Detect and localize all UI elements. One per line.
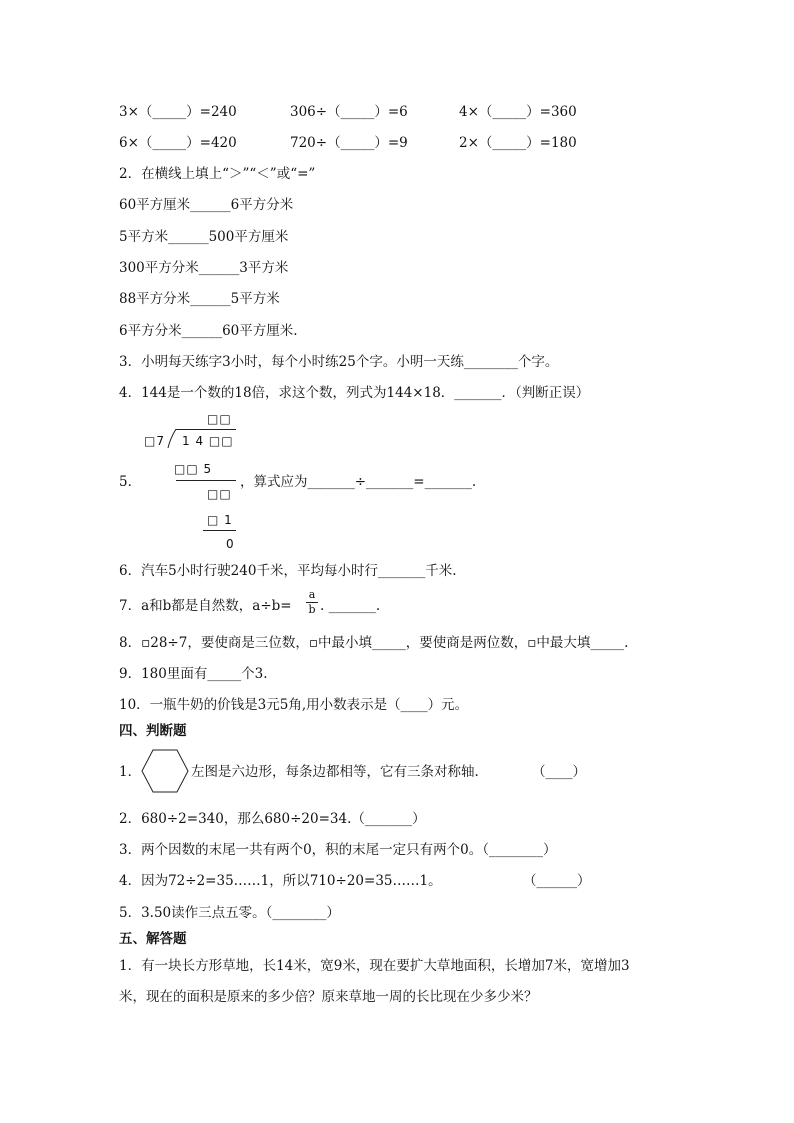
calc-2-1: 6×（_____）=420 — [119, 135, 237, 151]
q4: 4．144是一个数的18倍，求这个数，列式为144×18．_______．（判断正误） — [119, 385, 590, 401]
j4-text: 4．因为72÷2=35……1，所以710÷20=35……1。 — [119, 873, 442, 889]
step-1: □□ 5 — [174, 462, 213, 476]
q7-suffix: . _______. — [320, 598, 381, 614]
q2-item-2: 5平方米______500平方厘米 — [119, 229, 289, 245]
j3: 3．两个因数的末尾一共有两个0，积的末尾一定只有两个0。（________） — [119, 842, 557, 858]
q9: 9．180里面有_____个3. — [119, 666, 268, 682]
a1-line-1: 1．有一块长方形草地，长14米，宽9米，现在要扩大草地面积，长增加7米，宽增加3 — [119, 958, 630, 974]
j2: 2．680÷2=340，那么680÷20=34.（_______） — [119, 811, 426, 827]
calc-2-3: 2×（_____）=180 — [459, 135, 577, 151]
division-bracket — [167, 429, 177, 449]
q10: 10．一瓶牛奶的价钱是3元5角,用小数表示是（____）元。 — [119, 697, 469, 713]
step-line-1 — [176, 480, 236, 481]
q2-item-5: 6平方分米______60平方厘米. — [119, 323, 298, 339]
q2-item-4: 88平方分米______5平方米 — [119, 291, 280, 307]
j4-blank: （______） — [523, 873, 591, 889]
j5: 5．3.50读作三点五零。（________） — [119, 905, 340, 921]
q2-item-1: 60平方厘米______6平方分米 — [119, 197, 294, 213]
quotient: □□ — [207, 412, 232, 426]
q5-text: ，算式应为_______÷_______=_______. — [240, 474, 477, 490]
calc-1-1: 3×（_____）=240 — [119, 104, 237, 120]
step-3: □ 1 — [207, 513, 233, 527]
fraction-numerator: a — [308, 588, 316, 601]
division-bar — [176, 429, 236, 430]
calc-2-2: 720÷（_____）=9 — [290, 135, 408, 151]
calc-1-3: 4×（_____）=360 — [459, 104, 577, 120]
q3: 3．小明每天练字3小时，每个小时练25个字。小明一天练________个字。 — [119, 354, 559, 370]
calc-1-2: 306÷（_____）=6 — [290, 104, 408, 120]
q8: 8．▫28÷7，要使商是三位数，▫中最小填_____，要使商是两位数，▫中最大填_____. — [119, 635, 629, 651]
q7-prefix: 7．a和b都是自然数，a÷b= — [119, 598, 292, 614]
j1-label: 1． — [119, 764, 142, 780]
remainder: 0 — [226, 537, 235, 551]
step-2: □□ — [207, 487, 232, 501]
divisor: □7 — [144, 434, 165, 448]
dividend: 1 4 □□ — [182, 434, 234, 448]
j1-text: 左图是六边形，每条边都相等，它有三条对称轴. — [191, 764, 479, 780]
section-4-heading: 四、判断题 — [119, 723, 187, 739]
j1-blank: （____） — [532, 764, 586, 780]
step-line-2 — [203, 530, 236, 531]
q2-title: 2．在横线上填上“＞”“＜”或“=” — [119, 166, 316, 182]
q6: 6．汽车5小时行驶240千米，平均每小时行_______千米. — [119, 563, 457, 579]
section-5-heading: 五、解答题 — [119, 931, 187, 947]
fraction-denominator: b — [308, 603, 316, 616]
q5-label: 5． — [119, 474, 142, 490]
hexagon-icon — [141, 749, 189, 793]
a1-line-2: 米，现在的面积是原来的多少倍？原来草地一周的长比现在少多少米？ — [119, 989, 538, 1005]
q2-item-3: 300平方分米______3平方米 — [119, 260, 289, 276]
